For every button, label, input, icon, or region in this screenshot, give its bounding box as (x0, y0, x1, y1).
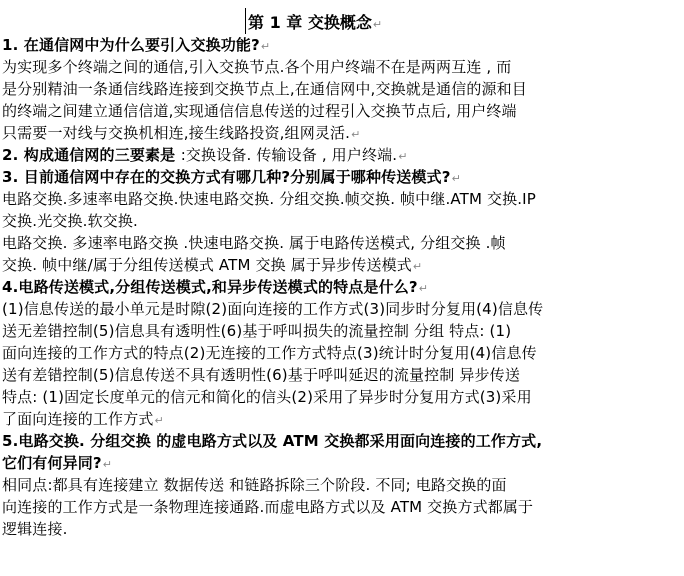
document-body (2, 34, 680, 540)
question-text: 2. 构成通信网的三要素是 (2, 146, 181, 164)
question-line (2, 34, 680, 56)
question-text: 5.电路交换. 分组交换 的虚电路方式以及 ATM 交换都采用面向连接的工作方式, (2, 432, 543, 450)
question-text: 4.电路传送模式,分组传送模式,和异步传送模式的特点是什么? (2, 278, 418, 296)
question-line (2, 430, 680, 452)
answer-text: 是分别精油一条通信线路连接到交换节点上,在通信网中,交换就是通信的源和目 (2, 80, 527, 98)
answer-text: 逻辑连接. (2, 520, 68, 538)
paragraph-mark: ↵ (351, 128, 361, 141)
body-line (2, 342, 680, 364)
paragraph-mark: ↵ (412, 260, 423, 273)
answer-text: 只需要一对线与交换机相连,接生线路投资,组网灵活. (2, 124, 351, 142)
question-text: 3. 目前通信网中存在的交换方式有哪几种?分别属于哪种传送模式? (2, 168, 451, 186)
chapter-title-text: 第 1 章 交换概念 (248, 13, 372, 32)
text-cursor (245, 8, 246, 34)
answer-text: 交换.光交换.软交换. (2, 212, 138, 230)
answer-text: (1)信息传送的最小单元是时隙(2)面向连接的工作方式(3)同步时分复用(4)信息传 (2, 300, 544, 318)
body-line (2, 210, 680, 232)
paragraph-mark: ↵ (102, 458, 113, 471)
paragraph-mark: ↵ (451, 172, 461, 185)
body-line (2, 144, 680, 166)
answer-text: 特点: (1)固定长度单元的信元和简化的信头(2)采用了异步时分复用方式(3)采用 (2, 388, 532, 406)
answer-text: 了面向连接的工作方式 (2, 410, 154, 428)
answer-text: 的终端之间建立通信信道,实现通信信息传送的过程引入交换节点后, 用户终端 (2, 102, 517, 120)
question-line (2, 276, 680, 298)
body-line (2, 78, 680, 100)
body-line (2, 122, 680, 144)
answer-text: 为实现多个终端之间的通信,引入交换节点.各个用户终端不在是两两互连 , 而 (2, 58, 512, 76)
question-text: 它们有何异同? (2, 454, 102, 472)
body-line (2, 474, 680, 496)
body-line (2, 100, 680, 122)
answer-text: 电路交换.多速率电路交换.快速电路交换. 分组交换.帧交换. 帧中继.ATM 交换.IP (2, 190, 536, 208)
paragraph-mark: ↵ (260, 40, 271, 53)
body-line (2, 298, 680, 320)
answer-text: 面向连接的工作方式的特点(2)无连接的工作方式特点(3)统计时分复用(4)信息传 (2, 344, 537, 362)
answer-text: :交换设备. 传输设备 , 用户终端. (180, 146, 398, 164)
body-line (2, 56, 680, 78)
body-line (2, 496, 680, 518)
body-line (2, 232, 680, 254)
paragraph-mark: ↵ (398, 150, 408, 163)
paragraph-mark: ↵ (418, 282, 429, 295)
answer-text: 送有差错控制(5)信息传送不具有透明性(6)基于呼叫延迟的流量控制 异步传送 (2, 366, 520, 384)
body-line (2, 254, 680, 276)
body-line (2, 188, 680, 210)
body-line (2, 408, 680, 430)
question-line (2, 166, 680, 188)
answer-text: 电路交换. 多速率电路交换 .快速电路交换. 属于电路传送模式, 分组交换 .帧 (2, 234, 506, 252)
paragraph-mark: ↵ (372, 18, 383, 31)
body-line (2, 386, 680, 408)
question-line (2, 452, 680, 474)
answer-text: 送无差错控制(5)信息具有透明性(6)基于呼叫损失的流量控制 分组 特点: (1) (2, 322, 512, 340)
body-line (2, 518, 680, 540)
answer-text: 相同点:都具有连接建立 数据传送 和链路拆除三个阶段. 不同; 电路交换的面 (2, 476, 507, 494)
body-line (2, 320, 680, 342)
question-text: 1. 在通信网中为什么要引入交换功能? (2, 36, 260, 54)
chapter-title (248, 10, 382, 33)
paragraph-mark: ↵ (154, 414, 164, 427)
body-line (2, 364, 680, 386)
answer-text: 交换. 帧中继/属于分组传送模式 ATM 交换 属于异步传送模式 (2, 256, 412, 274)
answer-text: 向连接的工作方式是一条物理连接通路.而虚电路方式以及 ATM 交换方式都属于 (2, 498, 534, 516)
